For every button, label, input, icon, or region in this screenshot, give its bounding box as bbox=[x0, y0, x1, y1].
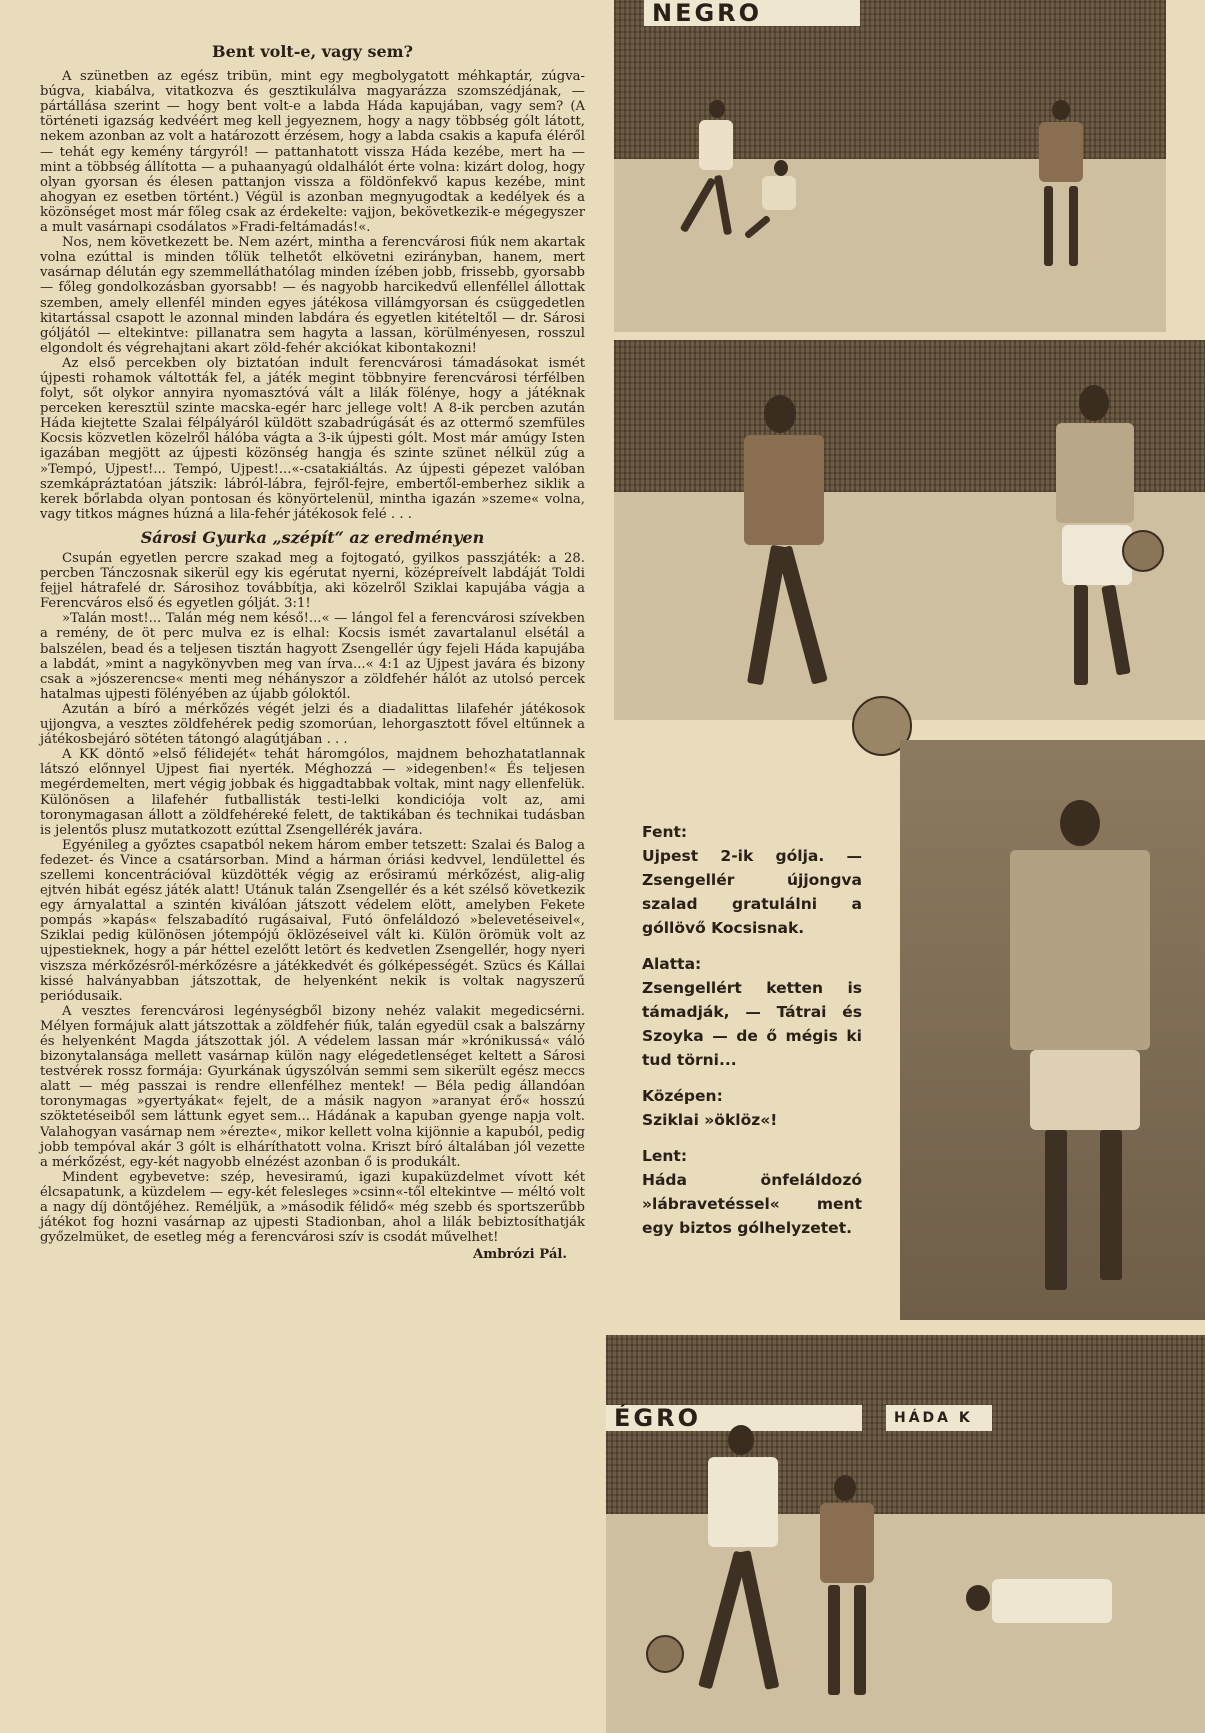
photo-middle-goalkeeper bbox=[900, 740, 1205, 1320]
photo-second bbox=[614, 340, 1205, 720]
football bbox=[646, 1635, 684, 1673]
caption-heading-fent: Fent: bbox=[642, 823, 688, 841]
article-paragraph: Azután a bíró a mérkőzés végét jelzi és a diadalittas lilafehér játékosok ujjongva, a vesztes zöldfehérek pedig szomorúan, lehorgasztott fővel eltűnnek a játékosbejáró sötéten tátongó alagútjában . . . bbox=[40, 701, 585, 748]
article-paragraph: Egyénileg a győztes csapatból nekem három ember tetszett: Szalai és Balog a fedezet- és Vince a csatársorban. Mind a hárman óriási kedvvel, lendülettel és szellemi koncentrációval küzdötték végig az erősiramú mérkőzést, alig-alig ejtvén hibát egész játék alatt! Utánuk talán Zsengellér és a két szélső következik egy árnyalattal a szintén kiválóan játszott védelem elött, amelyben Fekete pompás »kapás« felszabadító rugásaival, Futó önfeláldozó »belevetéseivel«, Sziklai pedig különösen jótempójú öklözéseivel vált ki. Külön örömük volt az ujpestieknek, hogy a pár héttel ezelőtt letört és kedvetlen Zsengellér, hogy nyeri viszsza mérkőzésről-mérkőzésre a játékkedvét és gólképességét. Szücs és Kállai kissé halványabban játszottak, de helyenként nekik is voltak nagyszerű periódusaik. bbox=[40, 837, 585, 1004]
article-subheading: Sárosi Gyurka „szépít“ az eredményen bbox=[140, 527, 485, 547]
article-paragraph: A szünetben az egész tribün, mint egy megbolygatott méhkaptár, zúgva-búgva, kiabálva, vitatkozva és gesztikulálva magyarázza szomszédjának, — pártállása szerint — hogy bent volt-e a labda Háda kapujában, vagy sem? (A történeti igazság kedvéért meg kell jegyeznem, hogy a nagy többség gólt látott, nekem azonban az volt a határozott érzésem, hogy a labda csakis a kapufa éléről — tehát egy kemény tárgyról! — pattanhatott vissza Háda kezébe, mert ha — mint a többség állította — a puhaanyagú oldalhálót érte volna: kizárt dolog, hogy olyan gyorsan és élesen pattanjon vissza a földönfekvő kapus kezébe, mint ahogyan ez esetben történt.) Végül is azonban megnyugodtak a kedélyek és a közönséget most már főleg csak az érdekelte: vajjon, bekövetkezik-e mégegyszer a mult vasárnapi csodálatos »Fradi-feltámadás!«. bbox=[40, 69, 585, 236]
article-paragraph: Csupán egyetlen percre szakad meg a fojtogató, gyilkos passzjáték: a 28. percben Tánczosnak sikerül egy kis egérutat nyerni, középreívelt labdáját Toldi fejjel hátrafelé dr. Sárosihoz továbbítja, aki közelről Sziklai kapujába vágja a Ferencváros első és egyetlen gólját. 3:1! bbox=[40, 551, 585, 612]
article-paragraph: A vesztes ferencvárosi legénységből bizony nehéz valakit megedicsérni. Mélyen formájuk alatt játszottak a zöldfehér fiúk, talán egyedül csak a balszárny és helyenként Magda játszottak jól. A védelem lassan már »krónikussá« váló bizonytalansága mellett vasárnap külön nagy elégedetlenséget keltett a Sárosi testvérek rossz formája: Gyurkának úgyszólván semmi sem sikerült egész meccs alatt — még passzai is rendre ellenfélhez mentek! — Béla pedig állandóan toronymagas »gyertyákat« fejelt, de a másik nagyon »aranyat érő« hosszú szöktetéseiből sem láttunk egyet sem... Hádának a kapuban gyenge napja volt. Valahogyan vasárnap nem »érezte«, mikor kellett volna kijönnie a kapuból, pedig jobb tempóval akár 3 gólt is elháríthatott volna. Kriszt bíró általában jól vezette a mérkőzést, egy-két nagyobb elnézést azonban ő is produkált. bbox=[40, 1003, 585, 1170]
player-figure bbox=[724, 395, 844, 695]
stadium-banner: ÉGRO bbox=[606, 1405, 862, 1431]
player-figure bbox=[940, 780, 1180, 1300]
article-paragraph: Mindent egybevetve: szép, hevesiramú, igazi kupaküzdelmet vívott két élcsapatunk, a küzdelem — egy-két felesleges »csinn«-től eltekintve — méltó volt a nagy díj döntőjéhez. Reméljük, a »második félidő« még szebb és sportszerűbb játékot fog hozni vasárnap az ujpesti Stadionban, ahol a lilák bebiztosíthatják győzelmüket, de esetleg még a ferencvárosi szív is csodát művelhet! bbox=[40, 1169, 585, 1246]
caption-text-kozepen: Sziklai »öklöz«! bbox=[642, 1111, 778, 1129]
player-figure bbox=[966, 1565, 1166, 1645]
article-paragraph: »Talán most!... Talán még nem késő!...« — lángol fel a ferencvárosi szívekben a remény, de öt perc mulva ez is elhal: Kocsis ismét zavartalanul elsétál a balszélen, bead és a teljesen tisztán hagyott Zsengellér úgy fejeli Háda kapujába a labdát, »mint a nagykönyvben meg van írva...« 4:1 az Ujpest javára és bizony csak a »jószerencse« menti meg néhányszor a zöldfehér hálót az utolsó percek hatalmas ujpesti fölényében az újabb góloktól. bbox=[40, 611, 585, 702]
article-heading: Bent volt-e, vagy sem? bbox=[212, 42, 413, 61]
article-paragraph: Nos, nem következett be. Nem azért, mintha a ferencvárosi fiúk nem akartak volna ezúttal is minden tőlük telhetőt elkövetni ezirányban, hanem, mert vasárnap délután egy szemmelláthatólag minden ízében jobb, frissebb, gyorsabb — főleg gondolkozásban gyorsabb! — és nagyobb harcikedvű ellenféllel állottak szemben, amely ellenfél minden egyes játékosa villámgyorsan és csüggedetlen kitartással csapott le azonnal minden labdára és egyetlen kitételtől — dr. Sárosi góljától — eltekintve: pillanatra sem hagyta a lassan, körülményesen, rosszul elgondolt és végrehajtani akart zöld-fehér akciókat kibontakozni! bbox=[40, 235, 585, 356]
player-figure bbox=[1024, 100, 1094, 270]
stadium-banner: HÁDA K bbox=[886, 1405, 992, 1431]
player-figure bbox=[806, 1475, 886, 1705]
player-figure bbox=[744, 160, 804, 240]
caption-heading-alatta: Alatta: bbox=[642, 955, 702, 973]
stadium-banner: NEGRO bbox=[644, 0, 860, 26]
caption-heading-kozepen: Középen: bbox=[642, 1087, 723, 1105]
author-signature: Ambrózi Pál. bbox=[473, 1247, 567, 1263]
football bbox=[1122, 530, 1164, 572]
article-column bbox=[40, 44, 585, 1262]
caption-text-alatta: Zsengellért ketten is támadják, — Tátrai és Szoyka — de ő mégis ki tud törni... bbox=[642, 979, 862, 1069]
photo-top bbox=[614, 0, 1166, 332]
article-paragraph: A KK döntő »első félidejét« tehát háromgólos, majdnem behozhatatlannak látszó előnnyel Ujpest fiai nyerték. Méghozzá — »idegenben!« És teljesen megérdemelten, mert végig jobbak és higgadtabbak voltak, mint nagy ellenfelük. Különösen a lilafehér futballisták testi-lelki kondiciója volt az, ami toronymagasan állott a zöldfehéreké felett, de taktikában és technikai tudásban is jelentős plusz mutatkozott ezúttal Zsengellérék javára. bbox=[40, 747, 585, 838]
photo-captions bbox=[642, 820, 862, 1240]
caption-text-fent: Ujpest 2-ik gólja. — Zsengellér újjongva szalad gratulálni a góllövő Kocsisnak. bbox=[642, 847, 862, 937]
photo-bottom bbox=[606, 1335, 1205, 1733]
caption-heading-lent: Lent: bbox=[642, 1147, 688, 1165]
caption-text-lent: Háda önfeláldozó »lábravetéssel« ment egy biztos gólhelyzetet. bbox=[642, 1171, 862, 1237]
player-figure bbox=[686, 1425, 796, 1705]
player-figure bbox=[674, 100, 744, 240]
article-paragraph: Az első percekben oly biztatóan indult ferencvárosi támadásokat ismét újpesti rohamok váltották fel, a játék megint többnyire ferencvárosi térfélben folyt, sőt olykor annyira nyomasztóvá vált a lilák fölénye, hogy a játéknak perceken keresztül szinte macska-egér harc jellege volt! A 8-ik percben azután Háda kiejtette Szalai félpályáról küldött szabadrúgását és az ottermő szemfüles Kocsis közvetlen közelről hálóba vágta a 3-ik újpesti gólt. Most már amúgy Isten igazában megjött az újpesti közönség hangja és szinte szünet nélkül zúg a »Tempó, Ujpest!... Tempó, Ujpest!...«-csatakiáltás. Az újpesti gépezet valóban szemkápráztatóan játszik: lábról-lábra, fejről-fejre, embertől-emberhez siklik a kerek bőrlabda olyan pontosan és könyörtelenül, mintha igazán »szeme« volna, vagy titkos mágnes húzná a lila-fehér játékosok felé . . . bbox=[40, 355, 585, 522]
